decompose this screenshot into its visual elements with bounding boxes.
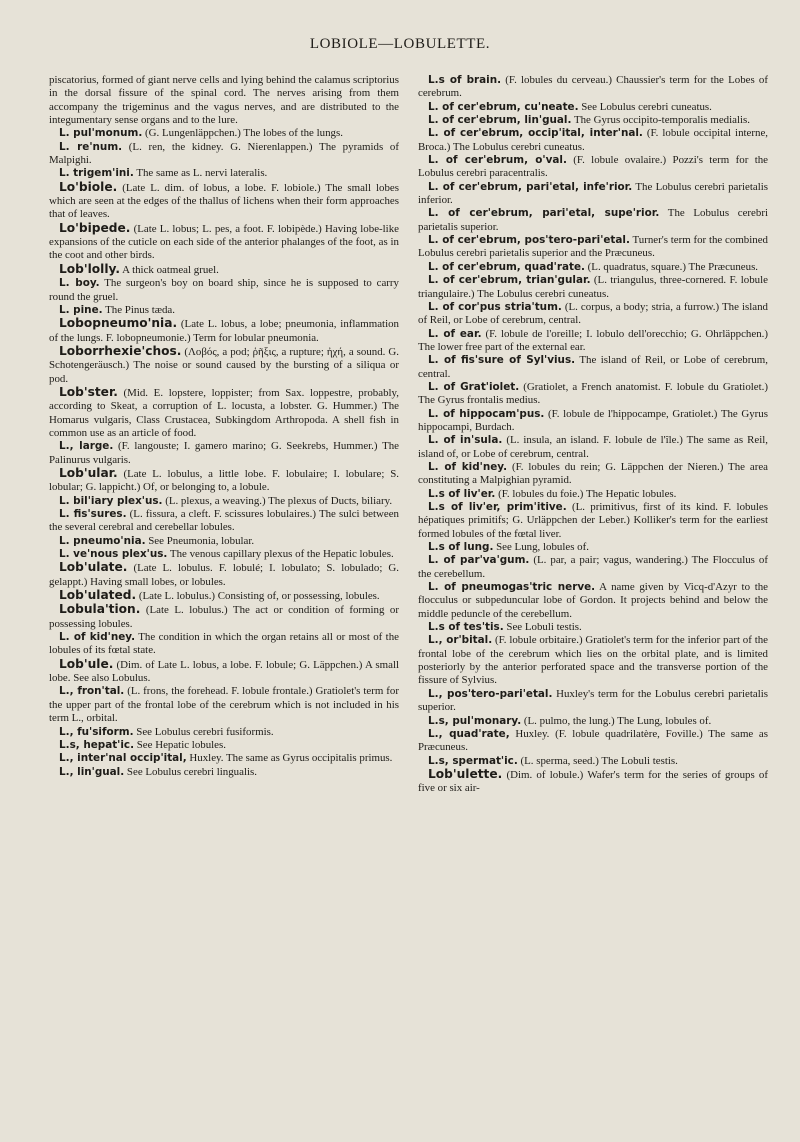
entry-headword: L., fron'tal.: [59, 685, 125, 698]
entry-definition: (Gratiolet, a French anatomist. F. lobule du Gratiolet.) The Gyrus frontalis medius.: [418, 380, 768, 407]
dictionary-entry: [418, 101, 768, 114]
entry-headword: L. of pneumogas'tric nerve.: [428, 581, 596, 594]
entry-definition: See Lung, lobules of.: [493, 541, 589, 554]
entry-headword: Lob'ulette.: [428, 766, 503, 781]
dictionary-entry: [49, 561, 399, 589]
entry-headword: L. of cer'ebrum, occip'ital, inter'nal.: [428, 127, 643, 140]
entry-headword: Lob'ular.: [59, 465, 118, 480]
entry-definition: (L. sperma, seed.) The Lobuli testis.: [517, 754, 678, 767]
dictionary-entry: [49, 766, 399, 779]
entry-headword: Lo'bipede.: [59, 220, 131, 235]
dictionary-entry: [418, 328, 768, 355]
dictionary-entry: [418, 621, 768, 634]
dictionary-entry: [49, 277, 399, 304]
entry-headword: L.s, spermat'ic.: [428, 754, 518, 767]
entry-definition: (L. insula, an island. F. lobule de l'île.) The same as Reil, island of, or Lobe of cerebrum, central.: [418, 434, 768, 460]
entry-headword: L., inter'nal occip'ital,: [59, 752, 187, 765]
dictionary-entry: [49, 495, 399, 508]
dictionary-entry: [418, 768, 768, 796]
dictionary-entry: [418, 434, 768, 461]
entry-definition: (F. lobules du cerveau.) Chaussier's term for the Lobes of cerebrum.: [418, 74, 768, 100]
running-head: LOBIOLE—LOBULETTE.: [309, 36, 491, 52]
dictionary-entry: [49, 726, 399, 739]
dictionary-entry: [49, 74, 399, 127]
entry-headword: L. of cer'ebrum, pari'etal, supe'rior.: [428, 207, 660, 220]
entry-headword: L. of in'sula.: [428, 434, 503, 447]
entry-definition: (Late L. lobus; L. pes, a foot. F. lobipède.) Having lobe-like expansions of the cuticle on each side of the anterior phalanges of the foot, as in the coot and other birds.: [49, 222, 399, 262]
dictionary-entry: [418, 715, 768, 728]
entry-headword: L. of cer'ebrum, trian'gular.: [428, 274, 591, 287]
dictionary-entry: [49, 589, 399, 603]
dictionary-entry: [418, 354, 768, 381]
dictionary-entry: [418, 541, 768, 554]
dictionary-entry: [418, 461, 768, 488]
entry-definition: (F. lobule de l'hippocampe, Gratiolet.) The Gyrus hippocampi, Burdach.: [418, 407, 768, 433]
entry-definition: See Lobulus cerebri fusiformis.: [133, 725, 274, 738]
entry-definition: piscatorius, formed of giant nerve cells and lying behind the calamus scriptorius in the dorsal fissure of the spinal cord. The nerves arising from them accompany the trigeminus and the vagus nerves, and are distributed to the integumentary sense organs and to the lure.: [49, 74, 399, 127]
entry-headword: L. of cor'pus stria'tum.: [428, 300, 562, 313]
entry-headword: L., lin'gual.: [59, 765, 125, 778]
entry-headword: Lob'ulate.: [59, 560, 128, 575]
dictionary-entry: [418, 755, 768, 768]
dictionary-entry: [49, 752, 399, 765]
entry-definition: (F. lobule ovalaire.) Pozzi's term for the Lobulus cerebri paracentralis.: [418, 154, 768, 180]
dictionary-entry: [418, 181, 768, 208]
entry-definition: See Lobulus cerebri cuneatus.: [578, 100, 712, 113]
entry-headword: L. trigem'ini.: [59, 167, 134, 180]
entry-definition: The same as L. nervi lateralis.: [133, 167, 268, 180]
entry-definition: The Gyrus occipito-temporalis medialis.: [571, 114, 750, 127]
dictionary-entry: [49, 345, 399, 386]
entry-definition: (Dim. of Late L. lobus, a lobe. F. lobule; G. Läppchen.) A small lobe. See also Lobulus.: [49, 658, 399, 685]
entry-headword: L., large.: [59, 440, 114, 453]
entry-definition: (G. Lungenläppchen.) The lobes of the lungs.: [142, 127, 343, 140]
dictionary-entry: [418, 114, 768, 127]
entry-definition: The Lobulus cerebri parietalis superior.: [418, 207, 768, 233]
dictionary-entry: [49, 386, 399, 440]
dictionary-entry: [49, 167, 399, 180]
dictionary-entry: [49, 181, 399, 222]
entry-definition: (L. plexus, a weaving.) The plexus of Ducts, biliary.: [162, 494, 393, 507]
entry-headword: L. of cer'ebrum, quad'rate.: [428, 260, 585, 273]
entry-definition: (Λοβός, a pod; ῥῆξις, a rupture; ἠχή, a sound. G. Schotengeräusch.) The noise or sound caused by the bursting of a siliqua or pod.: [49, 345, 399, 385]
entry-definition: (Late L. lobulus.) Consisting of, or possessing, lobules.: [136, 590, 380, 603]
entry-definition: (L. primitivus, first of its kind. F. lobules hépatiques primitifs; G. Urläppchen der Leber.) Kolliker's term for the earliest formed lobules of the fœtal liver.: [418, 501, 769, 540]
entry-headword: Lo'biole.: [59, 179, 118, 194]
entry-headword: L.s of liv'er.: [428, 487, 496, 500]
entry-headword: L.s of tes'tis.: [428, 621, 504, 634]
dictionary-entry: [49, 304, 399, 317]
entry-definition: (F. lobules du foie.) The Hepatic lobules.: [495, 487, 677, 500]
entry-definition: Huxley. The same as Gyrus occipitalis primus.: [186, 752, 393, 765]
entry-headword: L. pine.: [59, 303, 103, 316]
entry-headword: L., fu'siform.: [59, 725, 134, 738]
entry-definition: (Dim. of lobule.) Wafer's term for the series of groups of five or six air-: [418, 768, 768, 795]
dictionary-entry: [418, 234, 768, 261]
entry-headword: L. of ear.: [428, 327, 482, 340]
dictionary-entry: [49, 535, 399, 548]
entry-definition: The venous capillary plexus of the Hepatic lobules.: [167, 548, 394, 561]
entry-definition: (F. lobules du rein; G. Läppchen der Nieren.) The area constituting a Malpighian pyramid.: [418, 460, 768, 487]
dictionary-entry: [418, 501, 768, 541]
entry-headword: L.s of liv'er, prim'itive.: [428, 501, 567, 513]
entry-headword: Lob'lolly.: [59, 261, 120, 276]
dictionary-entry: [418, 581, 768, 621]
entry-headword: L. bil'iary plex'us.: [59, 494, 163, 507]
entry-headword: L. of hippocam'pus.: [428, 407, 545, 420]
dictionary-entry: [418, 381, 768, 408]
dictionary-entry: [418, 274, 768, 301]
dictionary-entry: [418, 728, 768, 755]
entry-headword: L. of kid'ney.: [59, 631, 136, 644]
entry-definition: The surgeon's boy on board ship, since he is supposed to carry round the gruel.: [49, 277, 399, 303]
entry-definition: See Pneumonia, lobular.: [145, 534, 255, 547]
entry-headword: Lobopneumo'nia.: [59, 316, 178, 331]
dictionary-entry: [418, 408, 768, 435]
entry-headword: L. of cer'ebrum, pos'tero-pari'etal.: [428, 234, 630, 247]
dictionary-entry: [49, 631, 399, 658]
entry-definition: (F. langouste; I. gamero marino; G. Seekrebs, Hummer.) The Palinurus vulgaris.: [49, 440, 400, 466]
entry-definition: (Late L. lobulus, a little lobe. F. lobulaire; I. lobulare; S. lobular; G. lappicht.) Of, or belonging to, a lobule.: [49, 467, 399, 494]
entry-definition: Huxley's term for the Lobulus cerebri parietalis superior.: [418, 687, 768, 714]
entry-headword: L., quad'rate,: [428, 727, 510, 740]
entry-headword: L. pul'monum.: [59, 127, 143, 140]
entry-definition: (Late L. lobus, a lobe; pneumonia, inflammation of the lungs. F. lobopneumonie.) Term for lobular pneumonia.: [49, 318, 399, 344]
entry-definition: The condition in which the organ retains all or most of the lobules of its fœtal state.: [49, 631, 399, 657]
dictionary-entry: [418, 154, 768, 181]
entry-definition: (L. quadratus, square.) The Præcuneus.: [584, 260, 759, 273]
entry-definition: (L. fissura, a cleft. F. scissures lobulaires.) The sulci between the several cerebral and cerebellar lobules.: [49, 508, 399, 534]
entry-definition: (F. lobule orbitaire.) Gratiolet's term for the inferior part of the frontal lobe of the cerebrum which lies on the orbital plate, and is limited posteriorly by the anterior perforated space and the transverse portion of the fissure of Sylvius.: [418, 634, 768, 687]
entry-headword: L. boy.: [59, 277, 100, 290]
dictionary-entry: [418, 634, 768, 687]
entry-headword: L. of fis'sure of Syl'vius.: [428, 354, 576, 367]
entry-definition: (L. frons, the forehead. F. lobule frontale.) Gratiolet's term for the upper part of the frontal lobe of the cerebrum which is not included in his term L., orbital.: [49, 685, 400, 725]
entry-definition: (Late L. lobulus.) The act or condition of forming or possessing lobules.: [49, 604, 399, 630]
entry-headword: Loborrhexie'chos.: [59, 343, 182, 358]
dictionary-entry: [418, 207, 768, 234]
entry-definition: The Lobulus cerebri parietalis inferior.: [418, 180, 768, 207]
entry-headword: L. of cer'ebrum, o'val.: [428, 154, 567, 167]
entry-definition: (L. par, a pair; vagus, wandering.) The Flocculus of the cerebellum.: [418, 554, 768, 580]
entry-headword: L. of Grat'iolet.: [428, 380, 520, 393]
dictionary-entry: [49, 440, 399, 467]
entry-headword: L. pneumo'nia.: [59, 534, 146, 547]
dictionary-entry: [418, 127, 768, 154]
entry-headword: L., pos'tero-pari'etal.: [428, 687, 553, 700]
entry-definition: (Mid. E. lopstere, loppister; from Sax. loppestre, probably, according to Skeat, a corruption of L. locusta, a lobster. G. Hummer.) The Homarus vulgaris, Class Crustacea, Subkingdom Arthropoda. A shell fish in common use as an article of food.: [49, 386, 399, 439]
entry-headword: L.s of lung.: [428, 541, 494, 554]
entry-headword: L. re'num.: [59, 140, 123, 153]
entry-definition: (L. pulmo, the lung.) The Lung, lobules of.: [521, 714, 712, 727]
dictionary-entry: [49, 548, 399, 561]
dictionary-entry: [418, 74, 768, 101]
dictionary-entry: [49, 508, 399, 535]
dictionary-entry: [49, 603, 399, 631]
entry-definition: (Late L. dim. of lobus, a lobe. F. lobiole.) The small lobes which are seen at the edges of the thallus of lichens when their form approaches that of leaves.: [49, 181, 399, 221]
entry-headword: L. of par'va'gum.: [428, 554, 530, 567]
entry-definition: Turner's term for the combined Lobulus cerebri parietalis superior and the Præcuneus.: [418, 234, 768, 260]
entry-definition: (Late L. lobulus. F. lobulé; I. lobulato; S. lobulado; G. gelappt.) Having small lobes, or lobules.: [49, 562, 399, 588]
dictionary-entry: [49, 222, 399, 263]
entry-headword: L. of cer'ebrum, pari'etal, infe'rior.: [428, 180, 633, 193]
entry-definition: (F. lobule de l'oreille; I. lobulo dell'orecchio; G. Ohrläppchen.) The lower free part of the external ear.: [418, 327, 768, 353]
entry-headword: L. fis'sures.: [59, 508, 127, 520]
dictionary-entry: [49, 263, 399, 277]
dictionary-entry: [49, 127, 399, 140]
entry-headword: L.s, hepat'ic.: [59, 738, 135, 751]
dictionary-entry: [49, 658, 399, 686]
entry-headword: L.s, pul'monary.: [428, 714, 522, 727]
entry-headword: L. of cer'ebrum, lin'gual.: [428, 114, 572, 127]
entry-headword: L., or'bital.: [428, 634, 493, 647]
entry-headword: Lobula'tion.: [59, 602, 141, 617]
entry-headword: Lob'ule.: [59, 656, 114, 671]
entry-definition: A name given by Vicq-d'Azyr to the flocculus or subpeduncular lobe of Gordon. It projects behind and below the middle peduncle of the cerebellum.: [418, 581, 768, 620]
entry-headword: L. of kid'ney.: [428, 460, 508, 473]
right-column: [418, 74, 768, 796]
entry-definition: (L. ren, the kidney. G. Nierenlappen.) The pyramids of Malpighi.: [49, 140, 399, 167]
entry-headword: Lob'ulated.: [59, 588, 137, 603]
entry-headword: Lob'ster.: [59, 384, 118, 399]
entry-definition: See Hepatic lobules.: [134, 738, 226, 751]
entry-definition: (L. triangulus, three-cornered. F. lobule triangulaire.) The Lobulus cerebri cuneatus.: [418, 274, 768, 300]
entry-definition: The Pinus tæda.: [102, 303, 175, 316]
entry-definition: (F. lobule occipital interne, Broca.) The Lobulus cerebri cuneatus.: [418, 127, 768, 153]
entry-headword: L. ve'nous plex'us.: [59, 548, 168, 561]
dictionary-entry: [418, 688, 768, 715]
dictionary-entry: [418, 261, 768, 274]
dictionary-entry: [49, 739, 399, 752]
entry-definition: (L. corpus, a body; stria, a furrow.) The island of Reil, or Lobe of cerebrum, central.: [418, 300, 768, 327]
left-column: [49, 74, 399, 779]
entry-definition: Huxley. (F. lobule quadrilatère, Foville.) The same as Præcuneus.: [418, 727, 768, 754]
dictionary-entry: [418, 301, 768, 328]
dictionary-entry: [49, 317, 399, 345]
entry-definition: A thick oatmeal gruel.: [119, 263, 219, 276]
entry-headword: L. of cer'ebrum, cu'neate.: [428, 100, 579, 113]
dictionary-entry: [49, 685, 399, 725]
entry-definition: See Lobulus cerebri lingualis.: [124, 765, 257, 778]
entry-definition: The island of Reil, or Lobe of cerebrum, central.: [418, 354, 768, 380]
entry-definition: See Lobuli testis.: [503, 621, 582, 634]
dictionary-entry: [418, 488, 768, 501]
dictionary-entry: [49, 141, 399, 168]
dictionary-entry: [49, 467, 399, 495]
dictionary-entry: [418, 554, 768, 581]
entry-headword: L.s of brain.: [428, 74, 502, 86]
